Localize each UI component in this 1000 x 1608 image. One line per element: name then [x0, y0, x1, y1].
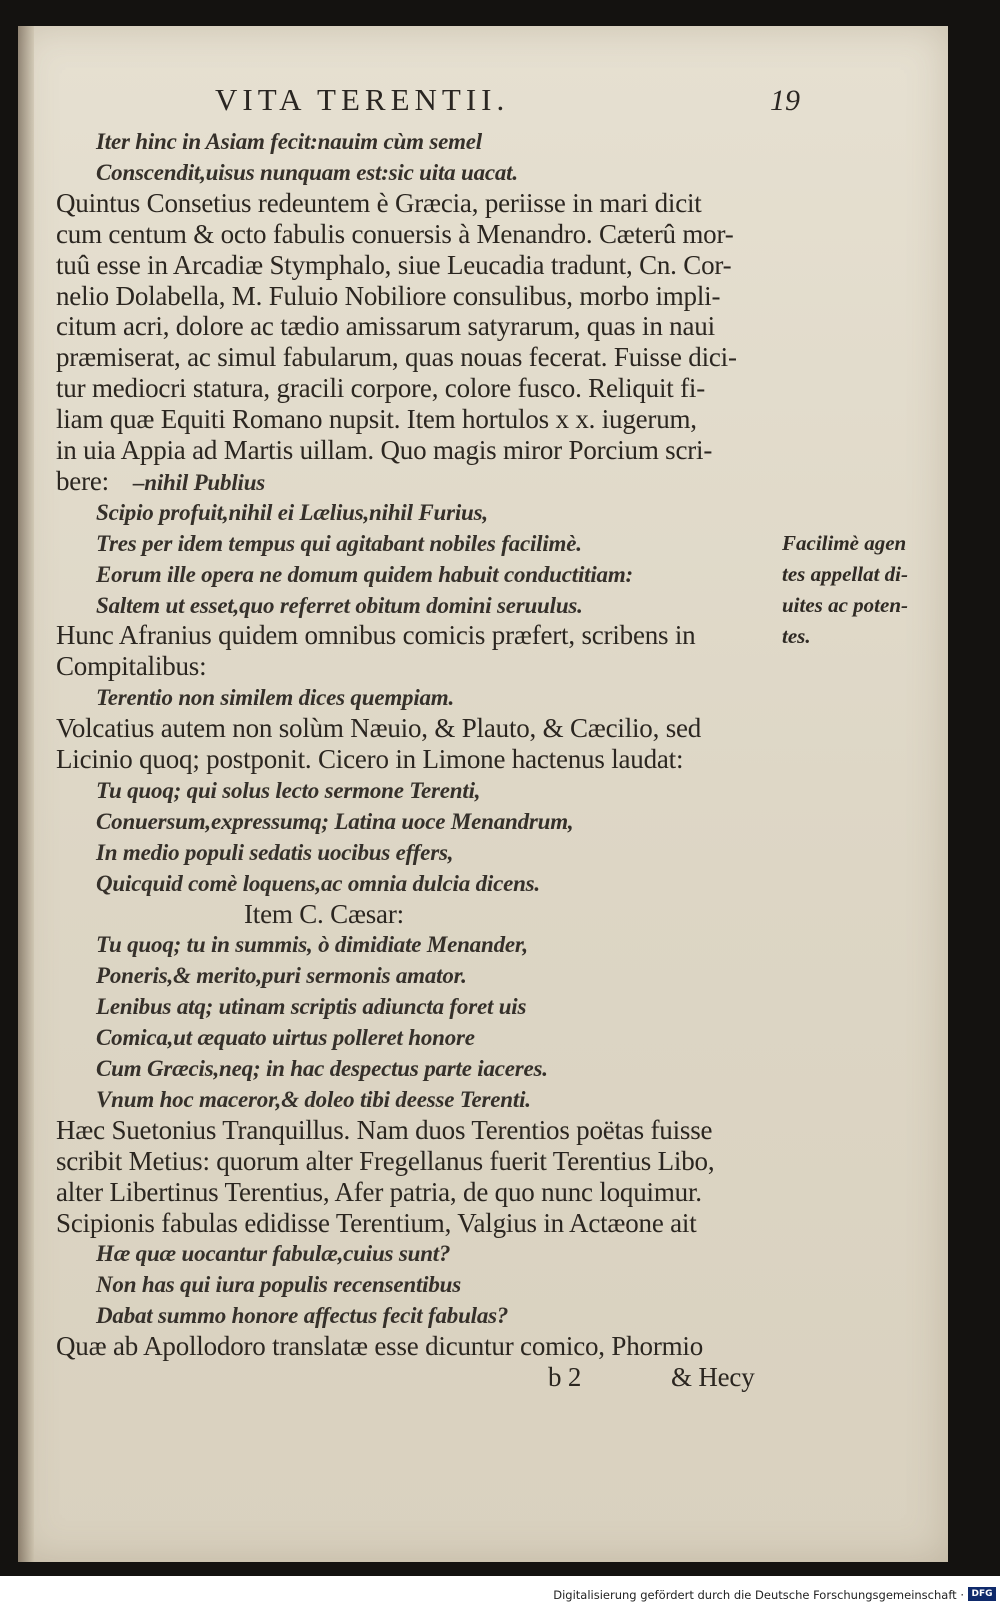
catchword: & Hecy — [671, 1362, 755, 1392]
verse-line: Iter hinc in Asiam fecit:nauim cùm semel — [96, 129, 482, 154]
verse-line: Terentio non similem dices quempiam. — [96, 685, 455, 711]
verse-line: Dabat summo honore affectus fecit fabulas? — [96, 1303, 509, 1329]
verse-line: Conscendit,uisus nunquam est:sic uita uacat. — [96, 159, 518, 185]
prose-line: Hunc Afranius quidem omnibus comicis præfert, scribens in — [56, 620, 696, 651]
margin-note-line: tes. — [782, 624, 811, 648]
prose-line: Scipionis fabulas edidisse Terentium, Valgius in Actæone ait — [56, 1207, 697, 1238]
verse-line: Tres per idem tempus qui agitabant nobiles facilimè. — [96, 530, 582, 556]
prose-line: Hæc Suetonius Tranquillus. Nam duos Terentios poëtas fuisse — [56, 1114, 713, 1145]
margin-note — [782, 528, 932, 652]
prose-line: citum acri, dolore ac tædio amissarum satyrarum, quas in naui — [56, 311, 715, 342]
margin-note-line: Facilimè agen — [782, 531, 907, 555]
verse-line: Tu quoq; tu in summis, ò dimidiate Menander, — [96, 932, 528, 958]
prose-line: Item C. Cæsar: — [244, 898, 404, 929]
verse-line: Saltem ut esset,quo referret obitum domini seruulus. — [96, 592, 583, 618]
verse-line: Vnum hoc maceror,& doleo tibi deesse Terenti. — [96, 1086, 531, 1112]
verse-line: Scipio profuit,nihil ei Lælius,nihil Furius, — [96, 499, 488, 525]
signature-mark: b 2 — [548, 1362, 582, 1392]
prose-line: in uia Appia ad Martis uillam. Quo magis miror Porcium scri- — [56, 435, 713, 465]
verse-line: Eorum ille opera ne domum quidem habuit conductitiam: — [96, 561, 633, 587]
prose-line — [56, 466, 265, 498]
page-number: 19 — [770, 84, 800, 117]
prose-fragment: bere: — [56, 465, 109, 496]
verse-line: Hæ quæ uocantur fabulæ,cuius sunt? — [96, 1241, 451, 1267]
verse-line: Quicquid comè loquens,ac omnia dulcia dicens. — [96, 870, 540, 896]
margin-note-line: tes appellat di- — [782, 562, 908, 586]
prose-line: Compitalibus: — [56, 651, 207, 682]
prose-line: præmiserat, ac simul fabularum, quas nouas fecerat. Fuisse dici- — [56, 342, 737, 373]
verse-line: Comica,ut æquato uirtus polleret honore — [96, 1025, 475, 1051]
page-gutter-shadow — [18, 26, 34, 1562]
verse-line: Conuersum,expressumq; Latina uoce Menandrum, — [96, 808, 574, 834]
prose-line: tuû esse in Arcadiæ Stymphalo, siue Leucadia tradunt, Cn. Cor- — [56, 249, 732, 280]
margin-note-line: uites ac poten- — [782, 593, 908, 617]
prose-line: alter Libertinus Terentius, Afer patria, de quo nunc loquimur. — [56, 1176, 702, 1207]
prose-line: Volcatius autem non solùm Næuio, & Plauto, & Cæcilio, sed — [56, 713, 702, 744]
verse-line: In medio populi sedatis uocibus effers, — [96, 839, 454, 865]
prose-line: Quæ ab Apollodoro translatæ esse dicuntur comico, Phormio — [56, 1331, 704, 1362]
prose-line: liam quæ Equiti Romano nupsit. Item hortulos x x. iugerum, — [56, 404, 697, 435]
prose-line: nelio Dolabella, M. Fuluio Nobiliore consulibus, morbo impli- — [56, 280, 721, 311]
running-title: VITA TERENTII. — [215, 82, 510, 117]
verse-line: Cum Græcis,neq; in hac despectus parte iaceres. — [96, 1056, 548, 1081]
prose-line: tur mediocri statura, gracili corpore, colore fusco. Reliquit fi- — [56, 373, 706, 404]
digitization-credit: Digitalisierung gefördert durch die Deutsche Forschungsgemeinschaft · — [553, 1588, 964, 1602]
verse-line: Poneris,& merito,puri sermonis amator. — [96, 963, 467, 989]
dfg-logo: DFG — [968, 1587, 996, 1601]
prose-line: cum centum & octo fabulis conuersis à Menandro. Cæterû mor- — [56, 218, 734, 249]
prose-line: Licinio quoq; postponit. Cicero in Limone hactenus laudat: — [56, 744, 684, 774]
prose-line: Quintus Consetius redeuntem è Græcia, periisse in mari dicit — [56, 187, 702, 218]
verse-line: Lenibus atq; utinam scriptis adiuncta foret uis — [96, 994, 527, 1020]
verse-line: Non has qui iura populis recensentibus — [96, 1272, 461, 1298]
prose-line: scribit Metius: quorum alter Fregellanus fuerit Terentius Libo, — [56, 1145, 715, 1176]
verse-fragment: –nihil Publius — [132, 469, 266, 495]
verse-line: Tu quoq; qui solus lecto sermone Terenti, — [96, 777, 481, 803]
